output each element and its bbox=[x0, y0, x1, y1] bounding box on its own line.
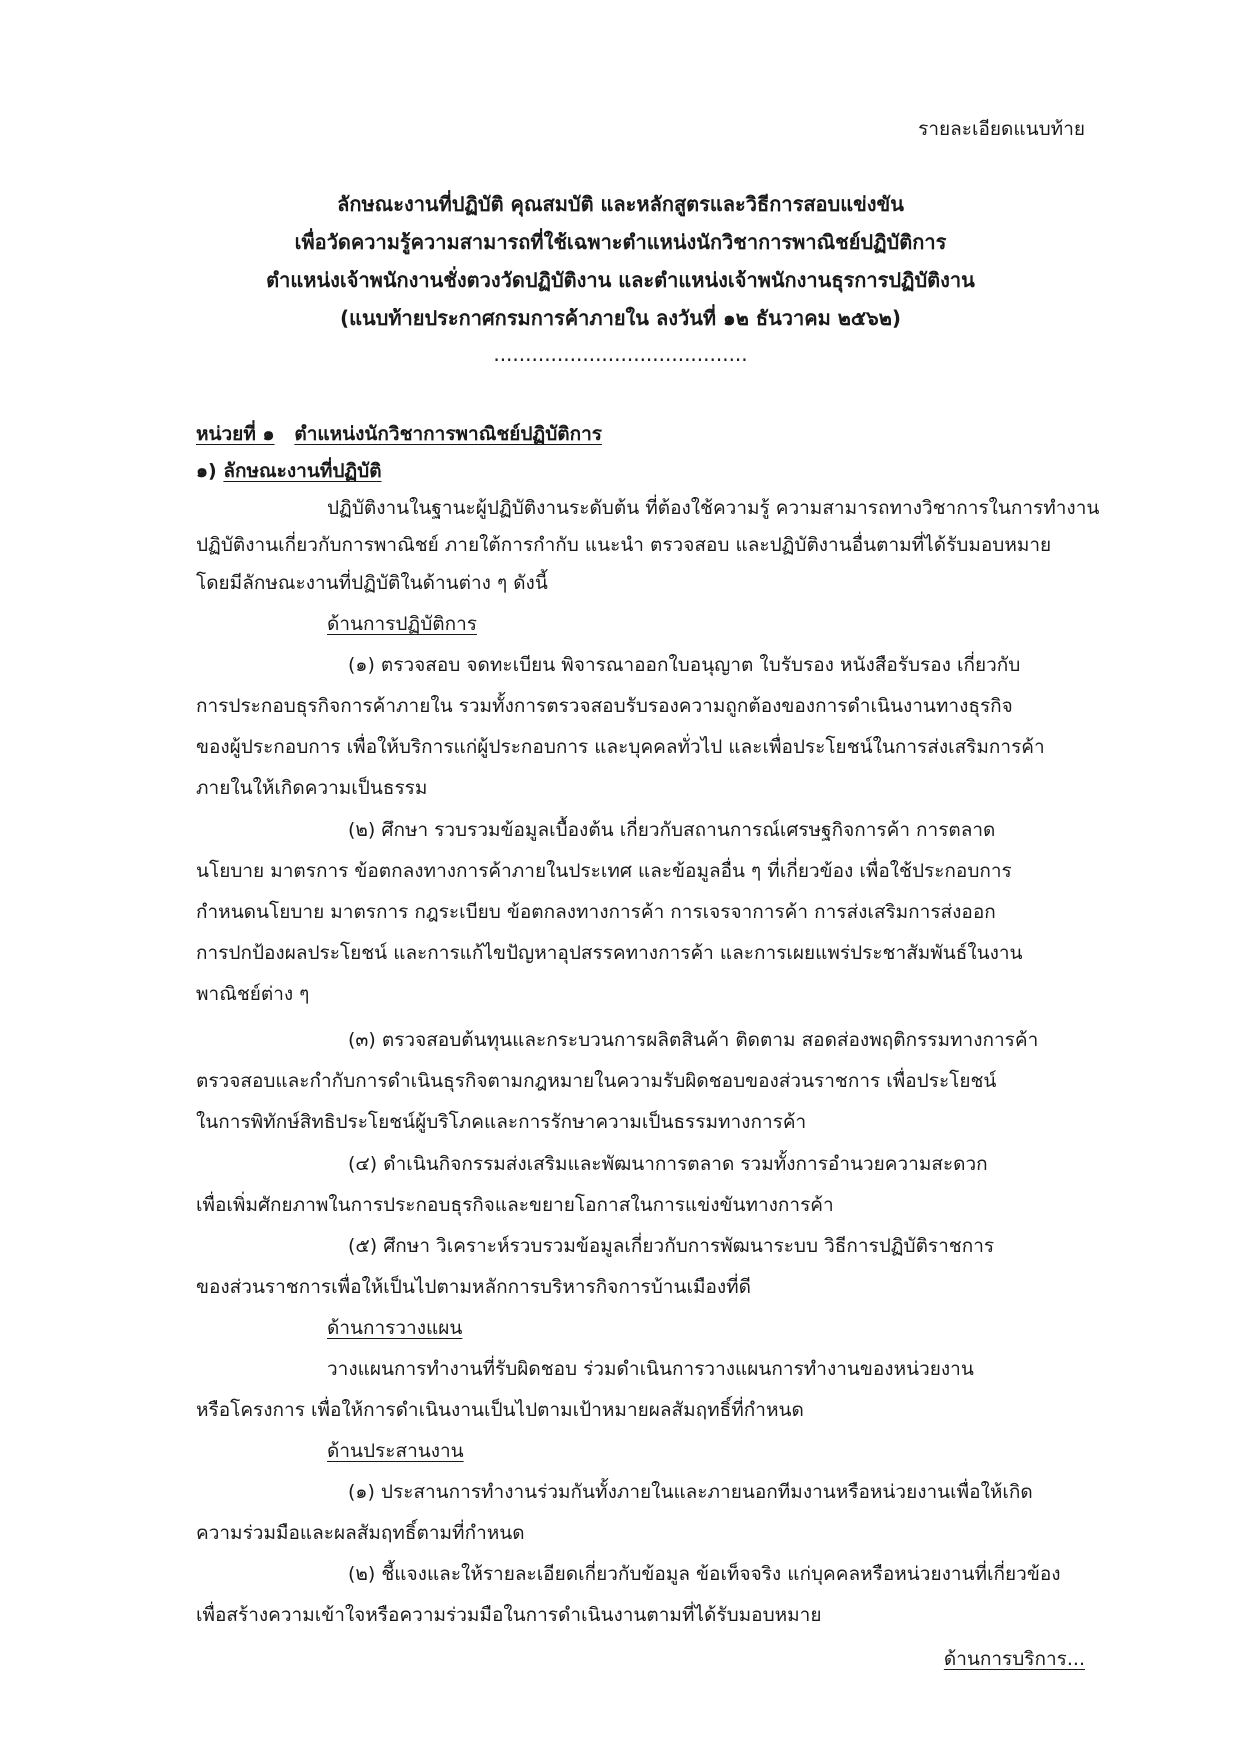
paragraph-line: พาณิชย์ต่าง ๆ bbox=[196, 983, 310, 1005]
section-heading bbox=[196, 458, 382, 484]
paragraph-line: โดยมีลักษณะงานที่ปฏิบัติในด้านต่าง ๆ ดังนี้ bbox=[196, 572, 548, 594]
paragraph-line: ความร่วมมือและผลสัมฤทธิ์ตามที่กำหนด bbox=[196, 1522, 525, 1544]
unit-label: หน่วยที่ ๑ bbox=[196, 423, 275, 445]
paragraph-line: ของส่วนราชการเพื่อให้เป็นไปตามหลักการบริหารกิจการบ้านเมืองที่ดี bbox=[196, 1276, 752, 1298]
unit-position: ตำแหน่งนักวิชาการพาณิชย์ปฏิบัติการ bbox=[294, 423, 602, 445]
paragraph-line: เพื่อสร้างความเข้าใจหรือความร่วมมือในการดำเนินงานตามที่ได้รับมอบหมาย bbox=[196, 1604, 822, 1626]
title-line-2: เพื่อวัดความรู้ความสามารถที่ใช้เฉพาะตำแหน่งนักวิชาการพาณิชย์ปฏิบัติการ bbox=[294, 230, 947, 254]
paragraph-line: ปฏิบัติงานเกี่ยวกับการพาณิชย์ ภายใต้การกำกับ แนะนำ ตรวจสอบ และปฏิบัติงานอื่นตามที่ได้รับมอบหมาย bbox=[196, 534, 1052, 556]
paragraph-line: (๒) ศึกษา รวบรวมข้อมูลเบื้องต้น เกี่ยวกับสถานการณ์เศรษฐกิจการค้า การตลาด bbox=[348, 819, 996, 841]
paragraph-line: การปกป้องผลประโยชน์ และการแก้ไขปัญหาอุปสรรคทางการค้า และการเผยแพร่ประชาสัมพันธ์ในงาน bbox=[196, 942, 1023, 964]
paragraph-line: การประกอบธุรกิจการค้าภายใน รวมทั้งการตรวจสอบรับรองความถูกต้องของการดำเนินงานทางธุรกิจ bbox=[196, 695, 1013, 717]
subheading-operations: ด้านการปฏิบัติการ bbox=[327, 613, 477, 635]
subheading-coordination: ด้านประสานงาน bbox=[327, 1440, 464, 1462]
paragraph-line: (๕) ศึกษา วิเคราะห์รวบรวมข้อมูลเกี่ยวกับการพัฒนาระบบ วิธีการปฏิบัติราชการ bbox=[348, 1235, 995, 1257]
paragraph-line: ในการพิทักษ์สิทธิประโยชน์ผู้บริโภคและการรักษาความเป็นธรรมทางการค้า bbox=[196, 1111, 807, 1133]
paragraph-line: วางแผนการทำงานที่รับผิดชอบ ร่วมดำเนินการวางแผนการทำงานของหน่วยงาน bbox=[327, 1358, 974, 1380]
paragraph-line: ของผู้ประกอบการ เพื่อให้บริการแก่ผู้ประกอบการ และบุคคลทั่วไป และเพื่อประโยชน์ในการส่งเสริมการค้า bbox=[196, 736, 1045, 758]
paragraph-line: ตรวจสอบและกำกับการดำเนินธุรกิจตามกฎหมายในความรับผิดชอบของส่วนราชการ เพื่อประโยชน์ bbox=[196, 1070, 997, 1092]
section-number: ๑) bbox=[196, 460, 217, 482]
paragraph-line: (๔) ดำเนินกิจกรรมส่งเสริมและพัฒนาการตลาด รวมทั้งการอำนวยความสะดวก bbox=[348, 1153, 988, 1175]
annex-label: รายละเอียดแนบท้าย bbox=[918, 118, 1085, 140]
unit-heading bbox=[196, 421, 602, 447]
paragraph-line: (๑) ตรวจสอบ จดทะเบียน พิจารณาออกใบอนุญาต ใบรับรอง หนังสือรับรอง เกี่ยวกับ bbox=[348, 654, 1021, 676]
paragraph-line: ปฏิบัติงานในฐานะผู้ปฏิบัติงานระดับต้น ที่ต้องใช้ความรู้ ความสามารถทางวิชาการในการทำงาน bbox=[327, 497, 1100, 519]
title-line-4: (แนบท้ายประกาศกรมการค้าภายใน ลงวันที่ ๑๒ ธันวาคม ๒๕๖๒) bbox=[339, 306, 902, 330]
paragraph-line: ภายในให้เกิดความเป็นธรรม bbox=[196, 777, 428, 799]
paragraph-line: หรือโครงการ เพื่อให้การดำเนินงานเป็นไปตามเป้าหมายผลสัมฤทธิ์ที่กำหนด bbox=[196, 1399, 804, 1421]
title-line-3: ตำแหน่งเจ้าพนักงานชั่งตวงวัดปฏิบัติงาน และตำแหน่งเจ้าพนักงานธุรการปฏิบัติงาน bbox=[266, 268, 975, 292]
paragraph-line: (๑) ประสานการทำงานร่วมกันทั้งภายในและภายนอกทีมงานหรือหน่วยงานเพื่อให้เกิด bbox=[348, 1481, 1033, 1503]
title-line-1: ลักษณะงานที่ปฏิบัติ คุณสมบัติ และหลักสูตรและวิธีการสอบแข่งขัน bbox=[337, 192, 904, 216]
subheading-planning: ด้านการวางแผน bbox=[327, 1317, 463, 1339]
paragraph-line: กำหนดนโยบาย มาตรการ กฎระเบียบ ข้อตกลงทางการค้า การเจรจาการค้า การส่งเสริมการส่งออก bbox=[196, 901, 996, 923]
paragraph-line: (๓) ตรวจสอบต้นทุนและกระบวนการผลิตสินค้า ติดตาม สอดส่องพฤติกรรมทางการค้า bbox=[348, 1029, 1039, 1051]
continuation-note: ด้านการบริการ... bbox=[943, 1648, 1085, 1670]
paragraph-line: เพื่อเพิ่มศักยภาพในการประกอบธุรกิจและขยายโอกาสในการแข่งขันทางการค้า bbox=[196, 1194, 834, 1216]
paragraph-line: (๒) ชี้แจงและให้รายละเอียดเกี่ยวกับข้อมูล ข้อเท็จจริง แก่บุคคลหรือหน่วยงานที่เกี่ยวข้อง bbox=[348, 1563, 1061, 1585]
section-title: ลักษณะงานที่ปฏิบัติ bbox=[223, 460, 382, 482]
paragraph-line: นโยบาย มาตรการ ข้อตกลงทางการค้าภายในประเทศ และข้อมูลอื่น ๆ ที่เกี่ยวข้อง เพื่อใช้ประกอบการ bbox=[196, 860, 1012, 882]
title-separator: ........................................ bbox=[493, 342, 748, 366]
